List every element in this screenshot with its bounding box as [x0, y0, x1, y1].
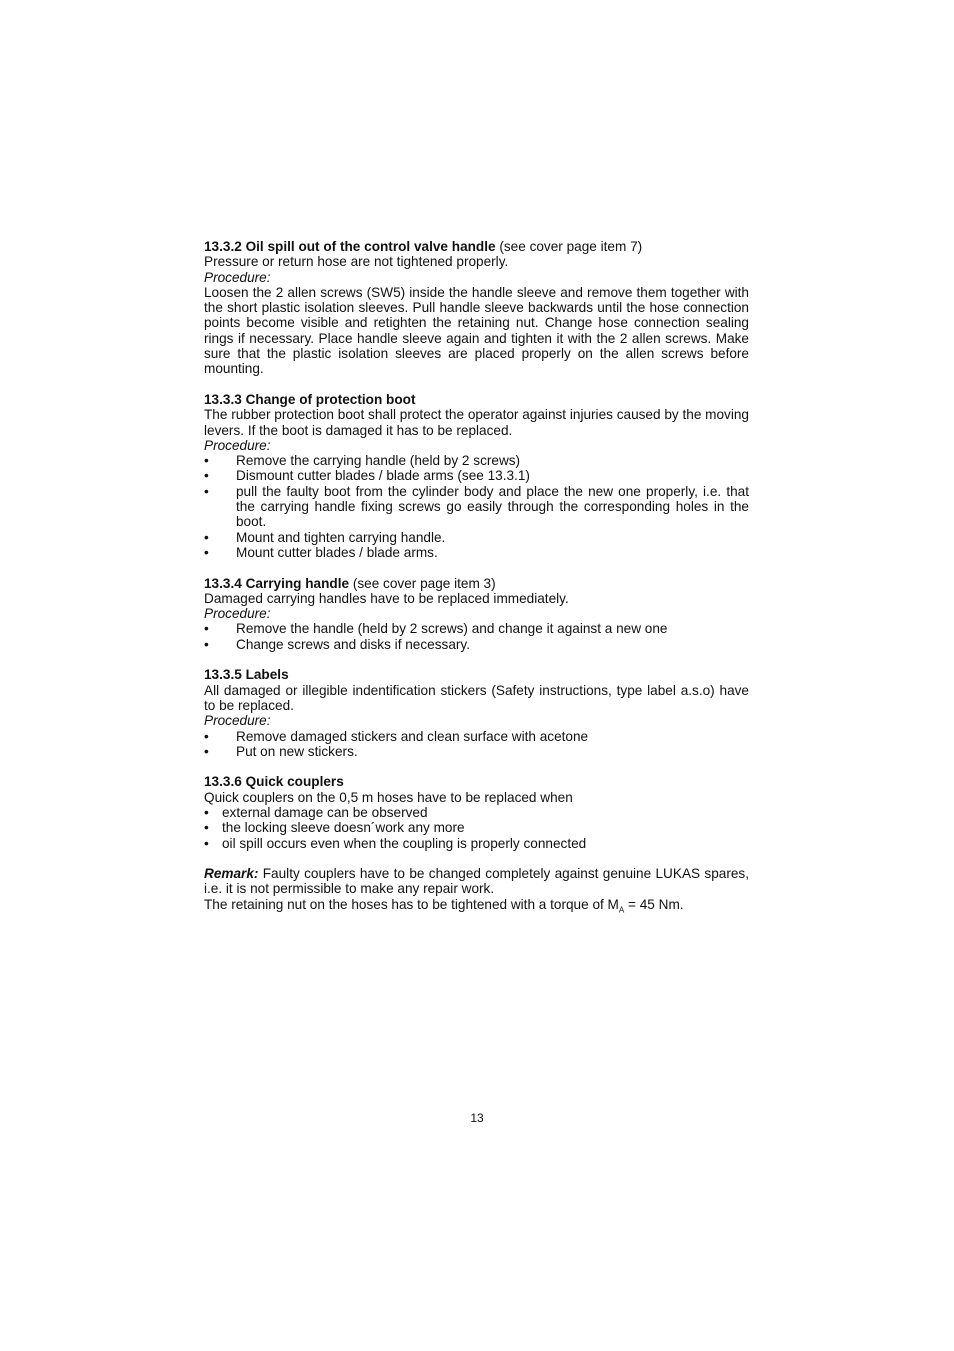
- list-item-text: Change screws and disks if necessary.: [236, 636, 470, 652]
- section-body: All damaged or illegible indentification stickers (Safety instructions, type label a.s.o) have to be replaced.: [204, 682, 749, 713]
- heading-suffix: (see cover page item 3): [349, 575, 496, 591]
- section-13-3-6: [204, 774, 749, 850]
- list-item: [204, 621, 749, 636]
- list-item: [204, 820, 749, 835]
- bullet-icon: •: [204, 453, 209, 469]
- section-body: Loosen the 2 allen screws (SW5) inside the handle sleeve and remove them together with the short plastic isolation sleeves. Pull handle sleeve backwards until the hose connection points become visible and retighten the retaining nut. Change hose connection sealing rings if necessary. Place handle sleeve again and tighten it with the 2 allen screws. Make sure that the plastic isolation sleeves are placed properly on the allen screws before mounting.: [204, 284, 749, 377]
- list-item: [204, 744, 749, 759]
- condition-list: [204, 805, 749, 851]
- list-item-text: external damage can be observed: [222, 804, 428, 820]
- page-content: [204, 239, 749, 927]
- section-13-3-3: [204, 392, 749, 560]
- section-body: Damaged carrying handles have to be replaced immediately.: [204, 590, 569, 606]
- torque-prefix: The retaining nut on the hoses has to be tightened with a torque of M: [204, 896, 619, 912]
- list-item: [204, 637, 749, 652]
- section-heading: 13.3.5 Labels: [204, 667, 289, 683]
- bullet-icon: •: [204, 743, 209, 759]
- bullet-icon: •: [204, 835, 209, 851]
- page-number: 13: [470, 1111, 484, 1125]
- list-item: [204, 530, 749, 545]
- list-item-text: Put on new stickers.: [236, 743, 358, 759]
- procedure-label: Procedure:: [204, 437, 271, 453]
- bullet-icon: •: [204, 621, 209, 637]
- section-heading: 13.3.6 Quick couplers: [204, 774, 344, 790]
- bullet-icon: •: [204, 820, 209, 836]
- list-item-text: Mount cutter blades / blade arms.: [236, 544, 438, 560]
- list-item-text: Dismount cutter blades / blade arms (see 13.3.1): [236, 468, 530, 484]
- remark-body: Faulty couplers have to be changed completely against genuine LUKAS spares, i.e. it is not permissible to make any repair work.: [204, 866, 749, 897]
- list-item: [204, 468, 749, 483]
- section-13-3-5: [204, 667, 749, 759]
- procedure-list: [204, 729, 749, 760]
- heading-suffix: (see cover page item 7): [495, 239, 643, 254]
- torque-suffix: = 45 Nm.: [624, 896, 684, 912]
- remark-block: [204, 866, 749, 915]
- list-item-text: Remove the carrying handle (held by 2 screws): [236, 453, 521, 469]
- list-item: [204, 453, 749, 468]
- bullet-icon: •: [204, 636, 209, 652]
- section-body: Quick couplers on the 0,5 m hoses have to be replaced when: [204, 789, 573, 805]
- bullet-icon: •: [204, 728, 209, 744]
- section-heading: [204, 239, 749, 254]
- list-item: [204, 729, 749, 744]
- procedure-label: Procedure:: [204, 269, 271, 285]
- section-13-3-2: [204, 239, 749, 377]
- heading-title: 13.3.4 Carrying handle: [204, 575, 350, 591]
- torque-subscript: A: [618, 905, 625, 915]
- list-item-text: Remove damaged stickers and clean surface with acetone: [236, 728, 589, 744]
- procedure-list: [204, 453, 749, 560]
- section-intro: Pressure or return hose are not tightened properly.: [204, 254, 509, 270]
- list-item: [204, 484, 749, 530]
- list-item-text: pull the faulty boot from the cylinder body and place the new one properly, i.e. that the carrying handle fixing screws go easily through the corresponding holes in the boot.: [236, 483, 749, 530]
- section-heading: 13.3.3 Change of protection boot: [204, 391, 416, 407]
- section-13-3-4: [204, 576, 749, 652]
- bullet-icon: •: [204, 804, 209, 820]
- section-heading: [204, 576, 749, 591]
- list-item-text: the locking sleeve doesn´work any more: [222, 820, 465, 836]
- list-item: [204, 545, 749, 560]
- list-item: [204, 836, 749, 851]
- procedure-list: [204, 621, 749, 652]
- list-item-text: oil spill occurs even when the coupling is properly connected: [222, 835, 587, 851]
- bullet-icon: •: [204, 544, 209, 560]
- remark-label: Remark:: [204, 866, 259, 882]
- remark-text: [204, 866, 749, 897]
- list-item: [204, 805, 749, 820]
- procedure-label: Procedure:: [204, 713, 271, 729]
- bullet-icon: •: [204, 483, 209, 499]
- section-body: The rubber protection boot shall protect the operator against injuries caused by the moving levers. If the boot is damaged it has to be replaced.: [204, 407, 749, 438]
- list-item-text: Remove the handle (held by 2 screws) and change it against a new one: [236, 621, 668, 637]
- bullet-icon: •: [204, 529, 209, 545]
- bullet-icon: •: [204, 468, 209, 484]
- torque-line: [204, 896, 749, 915]
- procedure-label: Procedure:: [204, 606, 271, 622]
- list-item-text: Mount and tighten carrying handle.: [236, 529, 446, 545]
- heading-title: 13.3.2 Oil spill out of the control valve handle: [204, 239, 496, 254]
